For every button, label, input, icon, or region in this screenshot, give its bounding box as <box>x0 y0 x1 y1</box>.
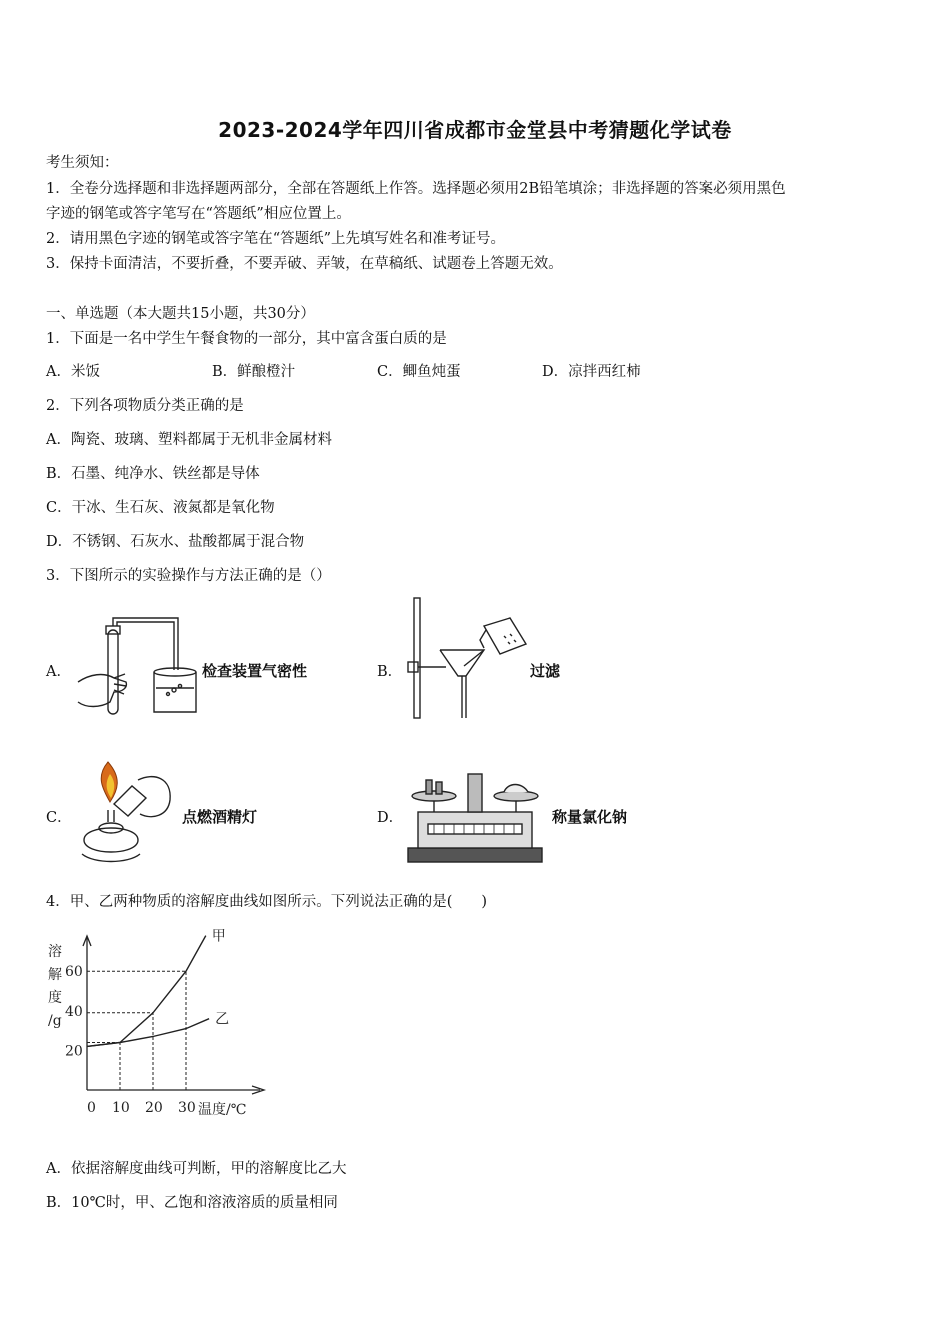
notice-line: 字迹的钢笔或答字笔写在“答题纸”相应位置上。 <box>46 206 351 222</box>
y-tick-label: 40 <box>65 1003 83 1020</box>
q1-stem: 1．下面是一名中学生午餐食物的一部分，其中富含蛋白质的是 <box>46 331 447 347</box>
q3-option-c-letter: C． <box>46 810 72 826</box>
x-tick-label: 30 <box>178 1100 196 1116</box>
page-title: 2023-2024学年四川省成都市金堂县中考猜题化学试卷 <box>218 118 732 142</box>
x-axis-label: 温度/℃ <box>198 1102 247 1118</box>
y-axis-label: 解 <box>48 967 62 983</box>
q2-option-c: C．干冰、生石灰、液氮都是氧化物 <box>46 500 275 516</box>
q2-option-d: D．不锈钢、石灰水、盐酸都属于混合物 <box>46 534 305 550</box>
q4-option-a: A．依据溶解度曲线可判断，甲的溶解度比乙大 <box>46 1161 347 1177</box>
q3-option-c-caption: 点燃酒精灯 <box>182 808 258 826</box>
balance-scale-illustration <box>404 768 546 866</box>
notice-line: 3．保持卡面清洁，不要折叠，不要弄破、弄皱，在草稿纸、试题卷上答题无效。 <box>46 256 563 272</box>
x-tick-label: 10 <box>112 1100 130 1116</box>
q3-stem: 3．下图所示的实验操作与方法正确的是（） <box>46 568 331 584</box>
y-tick-label: 20 <box>65 1043 83 1060</box>
notice-line: 2．请用黑色字迹的钢笔或答字笔在“答题纸”上先填写姓名和准考证号。 <box>46 231 506 247</box>
x-tick-label: 20 <box>145 1100 163 1116</box>
q4-stem: 4．甲、乙两种物质的溶解度曲线如图所示。下列说法正确的是( ) <box>46 894 488 910</box>
q2-option-a: A．陶瓷、玻璃、塑料都属于无机非金属材料 <box>46 432 332 448</box>
q1-option-d: D．凉拌西红柿 <box>542 364 641 380</box>
q4-option-b: B．10℃时，甲、乙饱和溶液溶质的质量相同 <box>46 1195 338 1211</box>
q1-option-a: A．米饭 <box>46 364 100 380</box>
solubility-chart <box>40 930 280 1130</box>
y-tick-label: 60 <box>65 964 83 981</box>
filtration-illustration <box>400 596 530 720</box>
section-heading: 一、单选题（本大题共15小题，共30分） <box>46 306 315 322</box>
series-line-yi <box>87 1019 209 1047</box>
q3-option-d-caption: 称量氯化钠 <box>552 808 628 826</box>
q2-option-b: B．石墨、纯净水、铁丝都是导体 <box>46 466 260 482</box>
q3-option-d-letter: D． <box>377 810 404 826</box>
series-line-jia <box>87 936 206 1047</box>
q3-option-a-caption: 检查装置气密性 <box>202 662 308 680</box>
notice-heading: 考生须知： <box>46 155 119 171</box>
q3-option-b-letter: B． <box>377 664 403 680</box>
x-tick-label: 0 <box>87 1100 96 1116</box>
airtight-check-illustration <box>70 612 200 722</box>
notice-line: 1．全卷分选择题和非选择题两部分，全部在答题纸上作答。选择题必须用2B铅笔填涂；非选择题的答案必须用黑色 <box>46 181 786 197</box>
series-label: 乙 <box>215 1011 230 1028</box>
q3-option-b-caption: 过滤 <box>530 662 561 680</box>
series-label: 甲 <box>211 928 226 945</box>
q1-option-b: B．鲜酿橙汁 <box>212 364 296 380</box>
q2-stem: 2．下列各项物质分类正确的是 <box>46 398 244 414</box>
q3-option-a-letter: A． <box>46 664 71 680</box>
y-axis-label: 度 <box>48 990 62 1006</box>
y-axis-label: /g <box>48 1013 62 1029</box>
alcohol-lamp-illustration <box>74 758 178 866</box>
y-axis-label: 溶 <box>48 944 62 960</box>
q1-option-c: C．鲫鱼炖蛋 <box>377 364 461 380</box>
